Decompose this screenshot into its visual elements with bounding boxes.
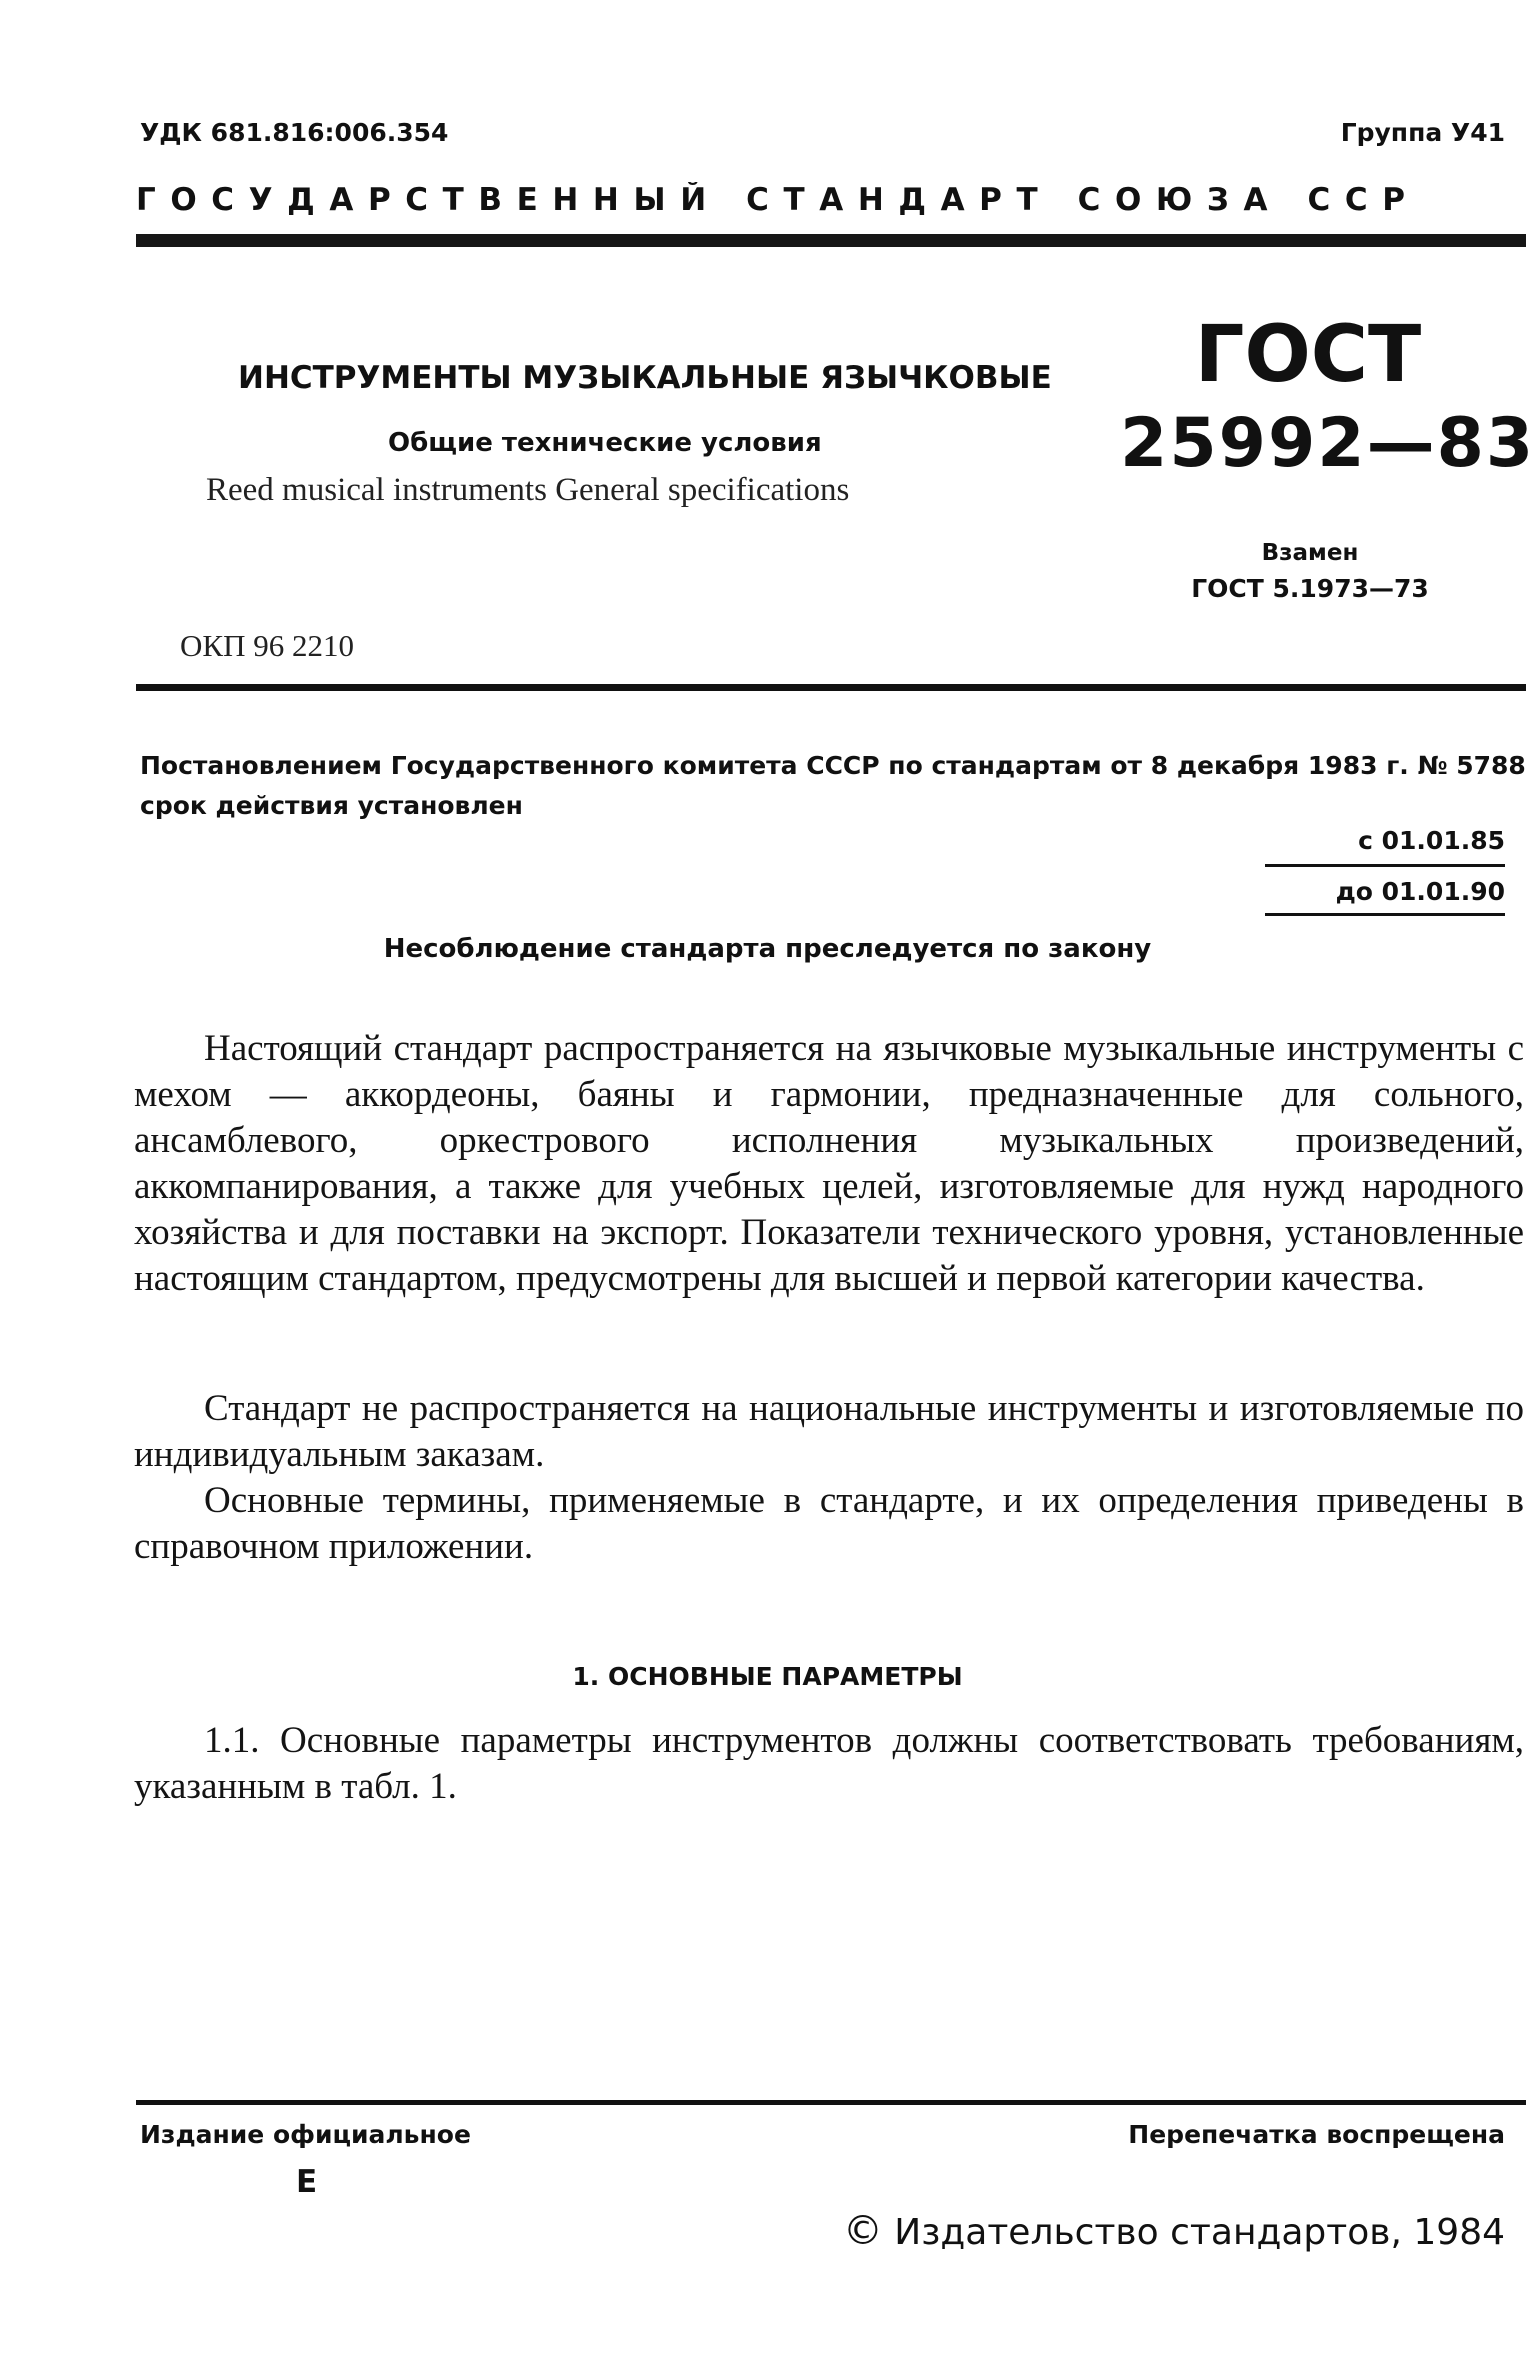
edition-letter: Е [296, 2164, 318, 2200]
copyright-icon: © [842, 2208, 883, 2254]
section-heading: 1. ОСНОВНЫЕ ПАРАМЕТРЫ [572, 1662, 963, 1691]
group-code: Группа У41 [1340, 118, 1505, 147]
union-standard-header: ГОСУДАРСТВЕННЫЙ СТАНДАРТ СОЮЗА ССР [136, 182, 1420, 218]
udk-code: УДК 681.816:006.354 [140, 118, 449, 147]
body-paragraph: Стандарт не распространяется на национальные инструменты и изготовляемые по индивидуальным заказам. [134, 1388, 1524, 1475]
gost-number: 25992—83 [1120, 404, 1535, 483]
title-rule [136, 684, 1526, 691]
body-paragraph: Настоящий стандарт распространяется на язычковые музыкальные инструменты с мехом — аккордеоны, баяны и гармонии, предназначенные для сольного, ансамблевого, оркестрового исполнения музыкальных произведений, аккомпанирования, а также для учебных целей, изготовляемые для нужд народного хозяйства и для поставки на экспорт. Показатели технического уровня, установленные настоящим стандартом, предусмотрены для высшей и первой категории качества. [134, 1028, 1524, 1299]
header-rule [136, 234, 1526, 247]
publisher-copyright [843, 2208, 1505, 2254]
official-edition-note: Издание официальное [140, 2120, 471, 2149]
document-title-en: Reed musical instruments General specifications [206, 472, 850, 508]
validity-to: до 01.01.90 [1265, 871, 1505, 916]
copyright-text: Издательство стандартов, 1984 [894, 2212, 1505, 2253]
gost-label: ГОСТ [1194, 310, 1422, 400]
document-title-ru: ИНСТРУМЕНТЫ МУЗЫКАЛЬНЫЕ ЯЗЫЧКОВЫЕ [238, 360, 1052, 396]
validity-from: с 01.01.85 [1265, 820, 1505, 867]
replaces-value: ГОСТ 5.1973—73 [1191, 574, 1429, 603]
body-paragraph: 1.1. Основные параметры инструментов должны соответствовать требованиям, указанным в табл. 1. [134, 1720, 1524, 1807]
body-paragraph: Основные термины, применяемые в стандарте, и их определения приведены в справочном приложении. [134, 1480, 1524, 1567]
okp-code: ОКП 96 2210 [180, 628, 354, 663]
noncompliance-notice: Несоблюдение стандарта преследуется по закону [383, 934, 1152, 964]
replaces-label: Взамен [1261, 540, 1359, 566]
validity-term [1265, 820, 1505, 916]
reprint-prohibited-note: Перепечатка воспрещена [1128, 2120, 1505, 2149]
footer-rule [136, 2100, 1526, 2105]
decree-text: Постановлением Государственного комитета СССР по стандартам от 8 декабря 1983 г. № 5788 срок действия установлен [140, 751, 1526, 820]
document-subtitle: Общие технические условия [388, 428, 822, 458]
